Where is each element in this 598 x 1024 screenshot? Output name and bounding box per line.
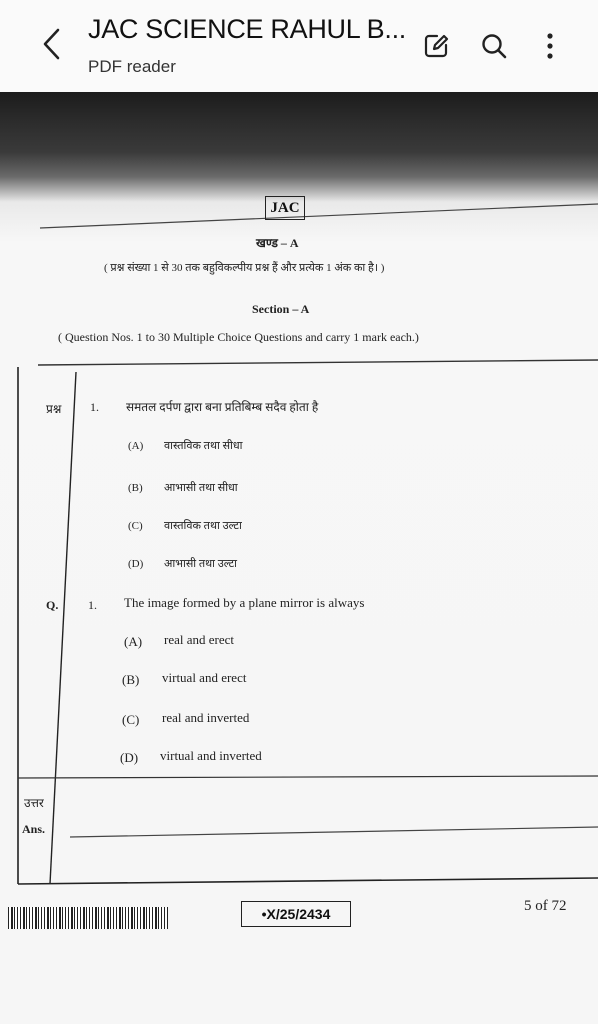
paper-code: •X/25/2434	[241, 901, 351, 927]
search-button[interactable]	[474, 26, 514, 66]
option-text-english: real and erect	[164, 632, 235, 647]
paper-rules	[0, 92, 598, 1024]
option-text-hindi: आभासी तथा सीधा	[164, 482, 238, 494]
board-badge: JAC	[265, 196, 305, 220]
option-key-english: (C)	[122, 712, 140, 727]
section-heading-hindi: खण्ड – A	[256, 236, 299, 250]
exam-paper	[0, 92, 598, 1024]
question-label-english: Q.	[46, 598, 59, 612]
question-number-english: 1.	[88, 598, 97, 612]
option-key-english: (B)	[122, 672, 140, 687]
option-text-english: real and inverted	[162, 710, 250, 725]
pdf-page-viewport[interactable]	[0, 92, 598, 1024]
option-key-english: (D)	[120, 750, 139, 765]
edit-icon	[422, 32, 450, 60]
instruction-english: ( Question Nos. 1 to 30 Multiple Choice Questions and carry 1 mark each.)	[58, 330, 419, 344]
back-button[interactable]	[30, 22, 74, 66]
option-key-hindi: (B)	[128, 482, 143, 494]
search-icon	[480, 32, 508, 60]
document-title: JAC SCIENCE RAHUL B...	[88, 14, 406, 44]
more-options-button[interactable]	[530, 26, 570, 66]
instruction-hindi: ( प्रश्न संख्या 1 से 30 तक बहुविकल्पीय प्रश्न हैं और प्रत्येक 1 अंक का है। )	[104, 262, 385, 274]
option-text-hindi: आभासी तथा उल्टा	[164, 558, 237, 570]
option-text-english: virtual and inverted	[160, 748, 262, 763]
back-chevron-icon	[40, 27, 64, 61]
option-key-hindi: (A)	[128, 440, 144, 452]
question-text-hindi: समतल दर्पण द्वारा बना प्रतिबिम्ब सदैव होता है	[126, 400, 319, 414]
option-key-hindi: (D)	[128, 558, 144, 570]
question-text-english: The image formed by a plane mirror is always	[124, 595, 365, 610]
more-vertical-icon	[545, 31, 555, 61]
question-label-hindi: प्रश्न	[46, 402, 62, 416]
question-number-hindi: 1.	[90, 400, 99, 414]
option-key-english: (A)	[124, 634, 143, 649]
option-key-hindi: (C)	[128, 520, 143, 532]
option-text-hindi: वास्तविक तथा सीधा	[164, 440, 243, 452]
page-indicator: 5 of 72	[524, 898, 567, 914]
app-bar	[0, 0, 598, 92]
app-subtitle: PDF reader	[88, 57, 176, 76]
answer-label-hindi: उत्तर	[24, 796, 44, 810]
section-heading-english: Section – A	[252, 302, 310, 316]
barcode	[8, 907, 168, 929]
answer-label-english: Ans.	[22, 822, 46, 836]
edit-button[interactable]	[416, 26, 456, 66]
option-text-hindi: वास्तविक तथा उल्टा	[164, 520, 242, 532]
option-text-english: virtual and erect	[162, 670, 247, 685]
